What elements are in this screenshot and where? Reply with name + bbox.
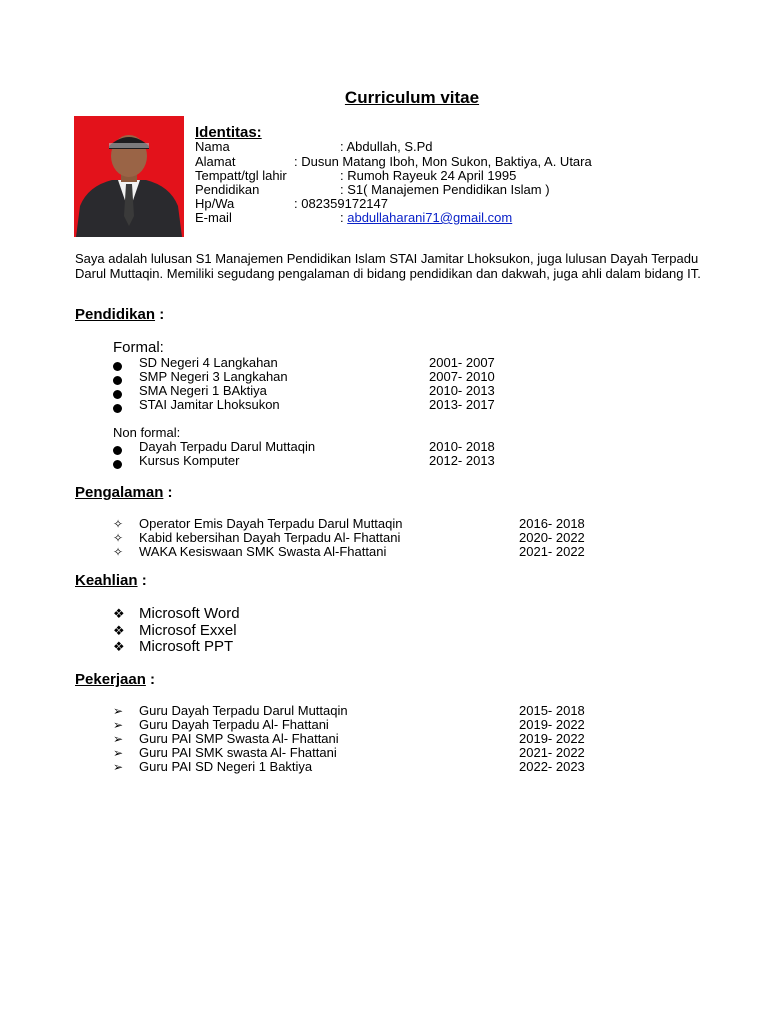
arrowhead-bullet-icon: ➢ bbox=[113, 760, 124, 774]
nonformal-label: Non formal: bbox=[113, 425, 181, 440]
section-heading-suffix: : bbox=[155, 306, 165, 323]
education-years: 2010- 2018 bbox=[429, 439, 495, 454]
job-years: 2021- 2022 bbox=[519, 745, 585, 760]
education-years: 2010- 2013 bbox=[429, 383, 495, 398]
arrowhead-bullet-icon: ➢ bbox=[113, 718, 124, 732]
identitas-label: E-mail bbox=[195, 210, 232, 225]
bullet-dot-icon bbox=[113, 400, 122, 418]
identitas-value-prefix: : bbox=[340, 210, 348, 225]
four-point-star-icon: ✧ bbox=[113, 545, 124, 559]
four-point-star-icon: ✧ bbox=[113, 531, 124, 545]
job-years: 2019- 2022 bbox=[519, 731, 585, 746]
section-heading-label: Keahlian bbox=[75, 572, 138, 589]
bullet-dot-icon bbox=[113, 456, 122, 474]
experience-years: 2021- 2022 bbox=[519, 544, 585, 559]
identitas-label: Alamat bbox=[195, 154, 236, 169]
section-heading-pendidikan bbox=[75, 306, 164, 323]
section-heading-keahlian bbox=[75, 572, 147, 589]
job-years: 2019- 2022 bbox=[519, 717, 585, 732]
experience-years: 2020- 2022 bbox=[519, 530, 585, 545]
email-row bbox=[340, 211, 512, 225]
education-years: 2007- 2010 bbox=[429, 369, 495, 384]
identitas-value: : Rumoh Rayeuk 24 April 1995 bbox=[340, 168, 517, 183]
formal-label: Formal: bbox=[113, 339, 164, 356]
job-years: 2022- 2023 bbox=[519, 759, 585, 774]
identitas-label: Tempatt/tgl lahir bbox=[195, 168, 287, 183]
education-name: SD Negeri 4 Langkahan bbox=[139, 355, 278, 370]
skill-item: Microsof Exxel bbox=[139, 622, 237, 639]
skill-item: Microsoft Word bbox=[139, 605, 240, 622]
education-years: 2001- 2007 bbox=[429, 355, 495, 370]
identitas-label: Hp/Wa bbox=[195, 196, 235, 211]
identitas-label: Pendidikan bbox=[195, 182, 260, 197]
education-years: 2013- 2017 bbox=[429, 397, 495, 412]
diamond-bullet-icon: ❖ bbox=[113, 639, 125, 654]
person-portrait-icon bbox=[74, 116, 184, 237]
job-name: Guru Dayah Terpadu Al- Fhattani bbox=[139, 717, 329, 732]
job-name: Guru PAI SD Negeri 1 Baktiya bbox=[139, 759, 313, 774]
job-name: Guru PAI SMP Swasta Al- Fhattani bbox=[139, 731, 339, 746]
section-heading-pekerjaan bbox=[75, 671, 155, 688]
identitas-value: : Abdullah, S.Pd bbox=[340, 139, 433, 154]
education-name: STAI Jamitar Lhoksukon bbox=[139, 397, 280, 412]
identitas-value: : 082359172147 bbox=[294, 196, 388, 211]
summary-paragraph: Saya adalah lulusan S1 Manajemen Pendidikan Islam STAI Jamitar Lhoksukon, juga lulusan Dayah Terpadu Darul Muttaqin. Memiliki segudang pengalaman di bidang pendidikan dan dakwah, juga ahli dalam bidang IT. bbox=[75, 251, 701, 281]
education-name: Kursus Komputer bbox=[139, 453, 240, 468]
education-name: SMP Negeri 3 Langkahan bbox=[139, 369, 288, 384]
section-heading-suffix: : bbox=[145, 671, 156, 688]
job-name: Guru Dayah Terpadu Darul Muttaqin bbox=[139, 703, 348, 718]
section-heading-pengalaman bbox=[75, 484, 173, 501]
skill-item: Microsoft PPT bbox=[139, 638, 234, 655]
section-heading-suffix: : bbox=[137, 572, 147, 589]
job-name: Guru PAI SMK swasta Al- Fhattani bbox=[139, 745, 337, 760]
education-name: SMA Negeri 1 BAktiya bbox=[139, 383, 267, 398]
diamond-bullet-icon: ❖ bbox=[113, 606, 125, 621]
arrowhead-bullet-icon: ➢ bbox=[113, 732, 124, 746]
experience-name: Kabid kebersihan Dayah Terpadu Al- Fhattani bbox=[139, 530, 401, 545]
experience-name: WAKA Kesiswaan SMK Swasta Al-Fhattani bbox=[139, 544, 387, 559]
arrowhead-bullet-icon: ➢ bbox=[113, 704, 124, 718]
four-point-star-icon: ✧ bbox=[113, 517, 124, 531]
identitas-value: : Dusun Matang Iboh, Mon Sukon, Baktiya, A. Utara bbox=[294, 154, 592, 169]
identitas-label: Nama bbox=[195, 139, 230, 154]
experience-years: 2016- 2018 bbox=[519, 516, 585, 531]
page-title: Curriculum vitae bbox=[344, 88, 480, 107]
education-name: Dayah Terpadu Darul Muttaqin bbox=[139, 439, 316, 454]
diamond-bullet-icon: ❖ bbox=[113, 623, 125, 638]
email-link[interactable]: abdullaharani71@gmail.com bbox=[347, 210, 513, 225]
experience-name: Operator Emis Dayah Terpadu Darul Muttaqin bbox=[139, 516, 403, 531]
section-heading-label: Pekerjaan bbox=[75, 671, 146, 688]
education-years: 2012- 2013 bbox=[429, 453, 495, 468]
identitas-value: : S1( Manajemen Pendidikan Islam ) bbox=[340, 182, 550, 197]
arrowhead-bullet-icon: ➢ bbox=[113, 746, 124, 760]
job-years: 2015- 2018 bbox=[519, 703, 585, 718]
section-heading-suffix: : bbox=[163, 484, 173, 501]
section-heading-label: Pengalaman bbox=[75, 484, 164, 501]
identitas-heading: Identitas: bbox=[195, 124, 262, 141]
section-heading-label: Pendidikan bbox=[75, 306, 156, 323]
profile-photo bbox=[74, 116, 184, 237]
